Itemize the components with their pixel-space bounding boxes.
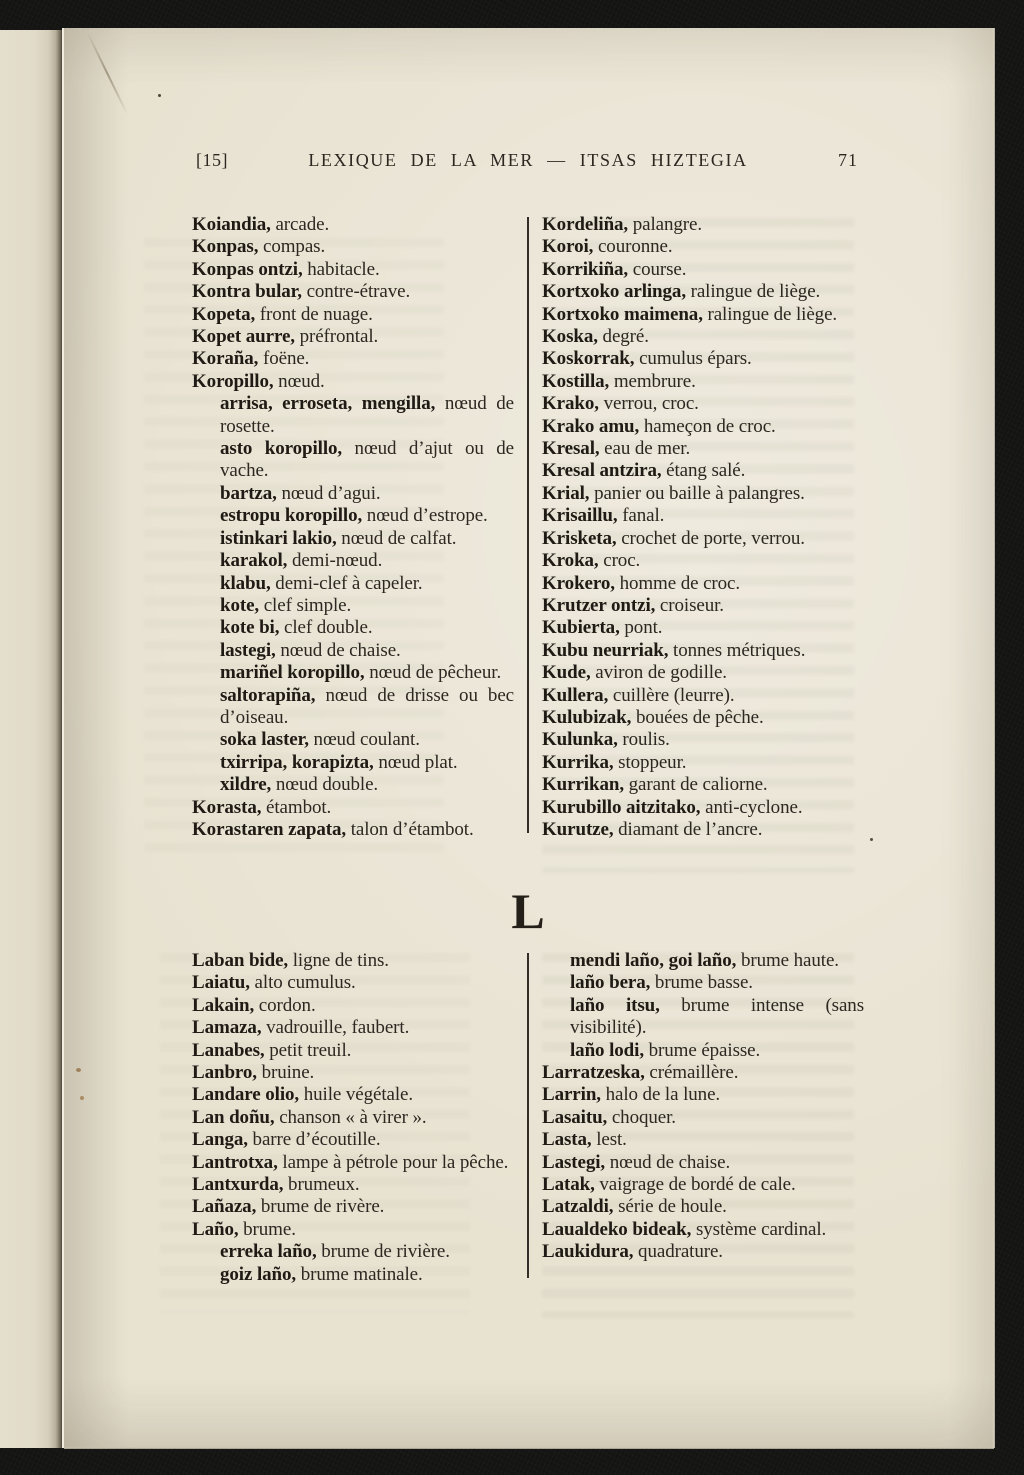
entry-term: Lantxurda, — [192, 1174, 284, 1196]
dictionary-entry — [542, 259, 864, 281]
entry-term: Krako, — [542, 393, 599, 415]
entry-definition: degré. — [597, 326, 649, 348]
dictionary-entry — [192, 752, 514, 774]
entry-definition: brume de rivière. — [316, 1241, 450, 1263]
dictionary-entry — [192, 595, 514, 617]
dictionary-entry — [542, 460, 864, 482]
entry-term: asto koropillo, — [220, 438, 343, 460]
dictionary-entry — [542, 1129, 864, 1151]
dictionary-entry — [542, 595, 864, 617]
entry-definition: nœud de pêcheur. — [364, 662, 502, 684]
entry-term: saltorapiña, — [220, 684, 316, 706]
entry-term: Laño, — [192, 1218, 239, 1240]
entry-term: Kresal antzira, — [542, 460, 662, 482]
entry-definition: système cardinal. — [691, 1218, 827, 1240]
entry-definition: demi-clef à capeler. — [270, 572, 423, 594]
dictionary-entry — [192, 797, 514, 819]
dictionary-entry — [542, 438, 864, 460]
dictionary-entry — [542, 685, 864, 707]
entry-definition: arcade. — [270, 214, 330, 235]
dictionary-entry — [192, 617, 514, 639]
dictionary-entry — [192, 483, 514, 505]
dictionary-entry — [192, 1062, 514, 1084]
entry-term: Kontra bular, — [192, 281, 302, 303]
entry-term: Krial, — [542, 482, 590, 504]
entry-term: Krutzer ontzi, — [542, 594, 656, 616]
entry-term: Langa, — [192, 1129, 248, 1151]
dictionary-entry — [542, 1241, 864, 1263]
entry-definition: chanson « à virer ». — [274, 1106, 427, 1128]
dictionary-entry — [192, 1084, 514, 1106]
dictionary-entry — [192, 573, 514, 595]
dictionary-entry — [542, 1084, 864, 1106]
entry-term: Latak, — [542, 1174, 595, 1196]
entry-definition: crémaillère. — [644, 1062, 739, 1084]
entry-term: Lastegi, — [542, 1151, 606, 1173]
running-title: LEXIQUE DE LA MER — ITSAS HIZTEGIA — [308, 150, 748, 170]
dictionary-entry — [192, 729, 514, 751]
dictionary-entry — [542, 304, 864, 326]
dictionary-entry — [192, 685, 514, 730]
entry-term: arrisa, erroseta, mengilla, — [220, 393, 436, 415]
entry-definition: choquer. — [607, 1106, 676, 1128]
entry-term: Koskorrak, — [542, 348, 635, 370]
entry-term: klabu, — [220, 572, 271, 594]
entry-term: Krokero, — [542, 572, 615, 594]
paper-speck — [158, 94, 161, 97]
entry-term: Landare olio, — [192, 1084, 300, 1106]
dictionary-entry — [192, 214, 514, 236]
entry-definition: brume de rivère. — [256, 1196, 385, 1218]
entry-term: xildre, — [220, 774, 272, 796]
dictionary-entry — [192, 1040, 514, 1062]
entry-definition: compas. — [258, 236, 326, 258]
entry-term: Krako amu, — [542, 415, 640, 437]
entry-definition: diamant de l’ancre. — [613, 818, 763, 840]
entry-term: Kulunka, — [542, 729, 618, 751]
entry-definition: croiseur. — [655, 594, 724, 616]
dictionary-entry — [542, 505, 864, 527]
dictionary-entry — [192, 550, 514, 572]
dictionary-entry — [192, 1129, 514, 1151]
dictionary-entry — [542, 393, 864, 415]
entry-term: Latzaldi, — [542, 1196, 614, 1218]
dictionary-entry — [542, 662, 864, 684]
dictionary-entry — [542, 729, 864, 751]
entry-term: Lantrotxa, — [192, 1151, 278, 1173]
dictionary-entry — [192, 662, 514, 684]
entry-term: Lamaza, — [192, 1017, 262, 1039]
dictionary-entry — [192, 393, 514, 438]
entry-term: Kubu neurriak, — [542, 639, 669, 661]
entry-term: Kopet aurre, — [192, 326, 295, 348]
entry-term: laño itsu, — [570, 994, 660, 1016]
entry-definition: ligne de tins. — [288, 950, 389, 971]
dictionary-entry — [542, 707, 864, 729]
entry-definition: huile végétale. — [299, 1084, 414, 1106]
entry-definition: habitacle. — [302, 258, 380, 280]
entry-term: Koropillo, — [192, 370, 274, 392]
entry-definition: anti-cyclone. — [700, 796, 803, 818]
entry-term: Lanbro, — [192, 1062, 257, 1084]
paper-speck — [870, 838, 873, 841]
dictionary-entry — [192, 326, 514, 348]
entry-definition: brume. — [238, 1218, 296, 1240]
dictionary-entry — [542, 483, 864, 505]
entry-term: Korastaren zapata, — [192, 818, 347, 840]
entry-term: Krisketa, — [542, 527, 617, 549]
dictionary-entry — [542, 819, 864, 841]
running-header — [192, 150, 864, 176]
entry-definition: garant de caliorne. — [623, 774, 768, 796]
entry-term: Koroi, — [542, 236, 594, 258]
entry-term: mendi laño, goi laño, — [570, 950, 737, 971]
dictionary-entry — [542, 371, 864, 393]
entry-definition: demi-nœud. — [287, 550, 383, 572]
entry-definition: nœud de drisse ou bec d’oiseau. — [220, 684, 514, 728]
entry-definition: tonnes métriques. — [668, 639, 806, 661]
entry-definition: cumulus épars. — [634, 348, 752, 370]
entry-definition: palangre. — [628, 214, 702, 235]
book-page — [62, 28, 994, 1448]
entry-term: laño lodi, — [570, 1039, 644, 1061]
entry-definition: nœud plat. — [373, 751, 458, 773]
entry-definition: nœud. — [273, 370, 325, 392]
entry-definition: croc. — [598, 550, 641, 572]
entry-term: mariñel koropillo, — [220, 662, 365, 684]
entry-definition: brume basse. — [650, 972, 753, 994]
entry-definition: nœud double. — [271, 774, 379, 796]
dictionary-entry — [542, 617, 864, 639]
dictionary-entry — [542, 236, 864, 258]
entry-term: Larrin, — [542, 1084, 601, 1106]
dictionary-entry — [542, 797, 864, 819]
entry-definition: étambot. — [261, 796, 332, 818]
entry-definition: nœud de chaise. — [275, 639, 401, 661]
entry-term: Kurutze, — [542, 818, 614, 840]
dictionary-entry — [192, 1017, 514, 1039]
dictionary-entry — [542, 416, 864, 438]
entry-term: Lakain, — [192, 994, 255, 1016]
facing-page-edge — [0, 30, 62, 1448]
entry-definition: bruine. — [256, 1062, 315, 1084]
entry-term: txirripa, korapizta, — [220, 751, 374, 773]
dictionary-entry — [192, 1219, 514, 1241]
entry-term: Konpas ontzi, — [192, 258, 303, 280]
entry-definition: panier ou baille à palangres. — [589, 482, 805, 504]
entry-definition: cordon. — [254, 994, 316, 1016]
dictionary-entry — [192, 1174, 514, 1196]
entry-definition: nœud coulant. — [308, 729, 420, 751]
entry-term: Koska, — [542, 326, 598, 348]
dictionary-entry — [192, 995, 514, 1017]
entry-definition: préfrontal. — [294, 326, 379, 348]
dictionary-entry — [192, 438, 514, 483]
dictionary-entry — [192, 1196, 514, 1218]
entry-term: Koraña, — [192, 348, 259, 370]
entry-term: Lasaitu, — [542, 1106, 608, 1128]
entry-definition: roulis. — [617, 729, 670, 751]
entry-term: Lan doñu, — [192, 1106, 275, 1128]
entry-term: soka laster, — [220, 729, 309, 751]
entry-definition: ralingue de liège. — [685, 281, 821, 303]
column-left — [192, 950, 514, 1286]
entry-term: Kude, — [542, 662, 591, 684]
dictionary-entry — [192, 236, 514, 258]
entry-definition: fanal. — [617, 505, 665, 527]
entry-definition: étang salé. — [661, 460, 746, 482]
entry-term: Kresal, — [542, 438, 600, 460]
entry-definition: lampe à pétrole pour la pêche. — [277, 1151, 509, 1173]
dictionary-entry — [192, 1241, 514, 1263]
entry-term: Laukidura, — [542, 1241, 634, 1263]
entry-term: kote, — [220, 594, 260, 616]
entry-definition: nœud d’estrope. — [362, 505, 488, 527]
entry-definition: talon d’étambot. — [346, 818, 474, 840]
entry-term: Koiandia, — [192, 214, 271, 235]
entry-definition: nœud de calfat. — [336, 527, 457, 549]
dictionary-entry — [192, 640, 514, 662]
dictionary-entry — [542, 326, 864, 348]
dictionary-entry — [542, 1196, 864, 1218]
dictionary-entry — [542, 1040, 864, 1062]
entry-definition: brume haute. — [736, 950, 839, 971]
dictionary-entry — [192, 950, 514, 972]
entry-definition: quadrature. — [633, 1241, 723, 1263]
entry-term: Lanabes, — [192, 1039, 265, 1061]
entry-definition: stoppeur. — [613, 751, 687, 773]
paper-speck — [76, 1068, 81, 1072]
dictionary-entry — [192, 774, 514, 796]
page-number: 71 — [838, 150, 858, 170]
entry-term: Kurrika, — [542, 751, 614, 773]
entry-definition: brumeux. — [283, 1174, 360, 1196]
dictionary-entry — [542, 1107, 864, 1129]
entry-term: istinkari lakio, — [220, 527, 337, 549]
dictionary-entry — [192, 1152, 514, 1174]
entry-definition: course. — [628, 258, 687, 280]
entry-definition: petit treuil. — [264, 1039, 352, 1061]
entry-term: Kroka, — [542, 550, 599, 572]
entry-term: goiz laño, — [220, 1263, 297, 1285]
dictionary-entry — [542, 573, 864, 595]
entry-definition: front de nuage. — [255, 303, 373, 325]
entry-term: kote bi, — [220, 617, 280, 639]
entry-term: Laualdeko bideak, — [542, 1218, 692, 1240]
entry-definition: cuillère (leurre). — [608, 684, 735, 706]
entry-definition: hameçon de croc. — [639, 415, 776, 437]
entry-term: Laban bide, — [192, 950, 289, 971]
entry-definition: série de houle. — [613, 1196, 727, 1218]
dictionary-entry — [542, 348, 864, 370]
entry-term: Kortxoko maimena, — [542, 303, 703, 325]
entry-definition: crochet de porte, verrou. — [616, 527, 805, 549]
entry-definition: aviron de godille. — [590, 662, 727, 684]
entry-term: Kulubizak, — [542, 706, 632, 728]
dictionary-entry — [542, 1152, 864, 1174]
dictionary-entry — [192, 259, 514, 281]
entry-definition: vadrouille, faubert. — [261, 1017, 410, 1039]
column-left — [192, 214, 514, 841]
entry-term: Lañaza, — [192, 1196, 257, 1218]
fascicle-marker: [15] — [196, 150, 228, 170]
entry-term: Lasta, — [542, 1129, 592, 1151]
column-right — [542, 950, 864, 1286]
entry-definition: alto cumulus. — [249, 972, 356, 994]
dictionary-entry — [542, 281, 864, 303]
entry-definition: couronne. — [593, 236, 673, 258]
entry-definition: clef double. — [279, 617, 373, 639]
column-rule — [527, 953, 529, 1278]
entry-definition: brume matinale. — [296, 1263, 423, 1285]
entry-term: Kubierta, — [542, 617, 620, 639]
entry-term: Laiatu, — [192, 972, 250, 994]
dictionary-entry — [192, 1107, 514, 1129]
crease-mark — [86, 31, 128, 114]
dictionary-entry — [542, 995, 864, 1040]
dictionary-entry — [542, 1219, 864, 1241]
dictionary-entry — [542, 550, 864, 572]
entry-definition: nœud d’agui. — [276, 482, 381, 504]
entry-term: Kostilla, — [542, 370, 610, 392]
entry-term: bartza, — [220, 482, 277, 504]
entry-definition: halo de la lune. — [600, 1084, 721, 1106]
entry-definition: nœud de chaise. — [605, 1151, 731, 1173]
entry-definition: clef simple. — [259, 594, 352, 616]
dictionary-entry — [192, 819, 514, 841]
entry-definition: membrure. — [609, 370, 696, 392]
entry-definition: brume intense (sans visibilité). — [570, 994, 865, 1039]
entry-term: Krisaillu, — [542, 505, 618, 527]
dictionary-entry — [542, 1062, 864, 1084]
entry-definition: verrou, croc. — [598, 393, 699, 415]
dictionary-entry — [542, 752, 864, 774]
section-heading-l: L — [511, 883, 545, 939]
dictionary-entry — [542, 774, 864, 796]
column-rule — [527, 217, 529, 833]
entry-definition: nœud de rosette. — [220, 393, 514, 437]
dictionary-entry — [192, 528, 514, 550]
section-l-columns — [192, 950, 864, 1286]
entry-definition: homme de croc. — [614, 572, 741, 594]
entry-term: Kullera, — [542, 684, 609, 706]
dictionary-entry — [542, 640, 864, 662]
dictionary-entry — [192, 281, 514, 303]
dictionary-entry — [542, 214, 864, 236]
dictionary-entry — [192, 505, 514, 527]
entry-definition: foëne. — [258, 348, 310, 370]
dictionary-entry — [192, 1264, 514, 1286]
entry-term: Kordeliña, — [542, 214, 629, 235]
entry-term: Korrikiña, — [542, 258, 629, 280]
entry-definition: bouées de pêche. — [631, 706, 764, 728]
entry-definition: brume épaisse. — [643, 1039, 761, 1061]
section-k-columns — [192, 214, 864, 841]
entry-term: estropu koropillo, — [220, 505, 363, 527]
entry-term: Korasta, — [192, 796, 262, 818]
dictionary-entry — [542, 972, 864, 994]
entry-definition: barre d’écoutille. — [247, 1129, 381, 1151]
entry-definition: eau de mer. — [599, 438, 691, 460]
entry-term: Kortxoko arlinga, — [542, 281, 686, 303]
entry-definition: ralingue de liège. — [702, 303, 838, 325]
entry-term: Kurubillo aitzitako, — [542, 796, 701, 818]
entry-definition: vaigrage de bordé de cale. — [594, 1174, 796, 1196]
entry-term: Kurrikan, — [542, 774, 624, 796]
dictionary-entry — [192, 304, 514, 326]
dictionary-entry — [542, 1174, 864, 1196]
entry-term: Larratzeska, — [542, 1062, 645, 1084]
dictionary-entry — [542, 950, 864, 972]
entry-term: karakol, — [220, 550, 288, 572]
entry-definition: lest. — [591, 1129, 627, 1151]
entry-definition: nœud d’ajut ou de vache. — [220, 438, 514, 482]
dictionary-entry — [192, 348, 514, 370]
dictionary-entry — [192, 972, 514, 994]
entry-definition: contre-étrave. — [301, 281, 411, 303]
column-right — [542, 214, 864, 841]
entry-term: Kopeta, — [192, 303, 256, 325]
paper-speck — [80, 1096, 84, 1100]
entry-term: Konpas, — [192, 236, 259, 258]
entry-definition: pont. — [619, 617, 663, 639]
entry-term: erreka laño, — [220, 1241, 317, 1263]
dictionary-entry — [542, 528, 864, 550]
entry-term: lastegi, — [220, 639, 276, 661]
entry-term: laño bera, — [570, 972, 651, 994]
dictionary-entry — [192, 371, 514, 393]
